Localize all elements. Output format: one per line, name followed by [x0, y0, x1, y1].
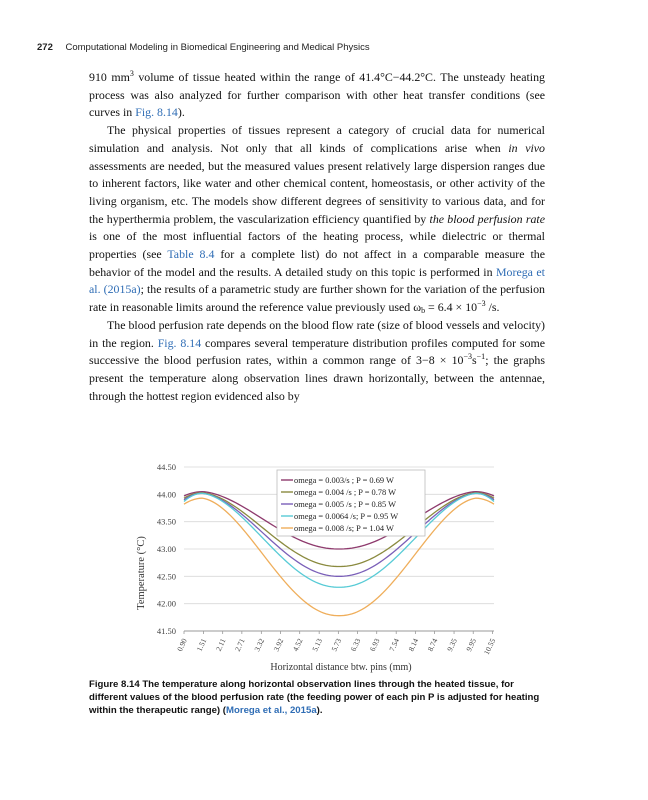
- y-tick-label: 44.00: [156, 489, 176, 500]
- text-run: s: [472, 353, 477, 368]
- figure-link[interactable]: Fig. 8.14: [135, 105, 178, 120]
- figure-caption: [89, 678, 547, 717]
- text-run: assessments are needed, but the measured values present relatively large dispersion ranges due to inherent factors, like water and other chemical content, homeostasis, or other activity of the living organism, etc. The models show different degrees of sensitivity to various data, and for the hyperthermia problem, the vascularization efficiency quantified by: [89, 158, 545, 226]
- caption-label: Figure 8.14: [89, 679, 140, 690]
- text-run: volume of tissue heated within the range of 41.4°C−44.2°C. The unsteady heating process was also analyzed for further comparison with other heat transfer conditions (see curves in: [89, 70, 545, 120]
- text-run: for a complete list) do not affect in a comparable measure the behavior of the model and the results. A detailed study on this topic is performed in: [89, 247, 545, 279]
- y-tick-label: 43.00: [156, 544, 176, 554]
- x-tick-label: 8.74: [425, 637, 440, 653]
- paragraph-2: [89, 122, 545, 317]
- legend-entry: omega = 0.003/s ; P = 0.69 W: [294, 476, 394, 485]
- superscript: −3: [463, 352, 473, 362]
- citation-link[interactable]: Morega et al. (2015a): [89, 264, 545, 297]
- superscript: −3: [477, 299, 486, 309]
- y-axis-label: Temperature (°C): [136, 536, 147, 610]
- caption-text: The temperature along horizontal observation lines through the heated tissue, for different values of the blood perfusion rate (the feeding power of each pin P is adjusted for heating within the therapeutic range) (: [89, 679, 540, 716]
- x-tick-label: 10.55: [481, 637, 498, 657]
- legend-entry: omega = 0.0064 /s; P = 0.95 W: [294, 512, 399, 521]
- x-tick-label: 1.51: [194, 637, 209, 653]
- text-run: = 6.4 × 10: [425, 300, 478, 315]
- caption-text-end: ).: [316, 705, 323, 716]
- x-tick-label: 6.93: [367, 637, 382, 653]
- x-tick-label: 0.90: [175, 637, 189, 653]
- text-run: ; the results of a parametric study are further shown for the variation of the perfusion rate in reasonable limits around the reference value previously used ω: [89, 282, 545, 315]
- x-tick-label: 3.32: [252, 637, 267, 653]
- temperature-line-chart: [131, 460, 511, 675]
- x-tick-label: 3.92: [271, 637, 286, 653]
- figure-link[interactable]: Fig. 8.14: [157, 335, 202, 350]
- x-tick-label: 4.52: [290, 637, 305, 653]
- running-header: [37, 42, 557, 56]
- italic-text: the blood perfusion rate: [429, 211, 545, 226]
- x-tick-label: 2.71: [232, 637, 247, 653]
- x-axis-label: Horizontal distance btw. pins (mm): [270, 662, 412, 673]
- text-run: ).: [177, 105, 185, 120]
- x-axis-ticks: [175, 631, 497, 656]
- text-run: The physical properties of tissues represent a category of crucial data for numerical simulation and analysis. Not only that all kinds of complications arise when: [89, 123, 545, 155]
- text-run: ; the graphs present the temperature along observation lines drawn horizontally, between the antennae, through the hottest region evidenced also by: [89, 353, 545, 403]
- x-tick-label: 8.14: [406, 637, 421, 653]
- text-run: /s.: [485, 300, 500, 315]
- y-axis-ticks: [157, 462, 176, 636]
- y-tick-label: 42.50: [156, 571, 176, 582]
- italic-text: in vivo: [508, 140, 545, 155]
- y-tick-label: 43.50: [156, 516, 176, 527]
- x-tick-label: 6.33: [348, 637, 363, 653]
- legend-entry: omega = 0.008 /s; P = 1.04 W: [294, 524, 394, 533]
- y-tick-label: 44.50: [156, 462, 176, 472]
- text-run: The blood perfusion rate depends on the blood flow rate (size of blood vessels and velocity) in the region.: [89, 317, 545, 350]
- chart-legend: [277, 470, 425, 536]
- x-tick-label: 5.73: [329, 637, 344, 653]
- page-number: 272: [37, 42, 53, 53]
- x-tick-label: 9.95: [464, 637, 479, 653]
- legend-entry: omega = 0.004 /s ; P = 0.78 W: [294, 488, 397, 497]
- x-tick-label: 7.54: [387, 637, 402, 653]
- text-run: compares several temperature distribution profiles computed for some successive the blood perfusion rates, within a common range of 3−8 × 10: [89, 335, 546, 368]
- text-run: is one of the most influential factors of the heating process, while dielectric or thermal properties (see: [89, 229, 545, 262]
- running-title: Computational Modeling in Biomedical Engineering and Medical Physics: [65, 42, 370, 53]
- table-link[interactable]: Table 8.4: [167, 247, 215, 262]
- y-tick-label: 41.50: [156, 626, 176, 636]
- body-text: [89, 69, 545, 405]
- text-run: 910 mm: [89, 70, 130, 84]
- paragraph-3: [89, 317, 545, 406]
- subscript: b: [421, 306, 426, 316]
- x-tick-label: 9.35: [445, 637, 459, 653]
- x-tick-label: 5.13: [310, 637, 324, 653]
- caption-citation-link[interactable]: Morega et al., 2015a: [226, 705, 317, 716]
- y-tick-label: 42.00: [156, 598, 176, 609]
- legend-entry: omega = 0.005 /s ; P = 0.85 W: [294, 500, 397, 509]
- superscript: −1: [476, 352, 486, 362]
- paragraph-1: [89, 69, 545, 122]
- x-tick-label: 2.11: [213, 637, 228, 653]
- superscript: 3: [129, 69, 134, 78]
